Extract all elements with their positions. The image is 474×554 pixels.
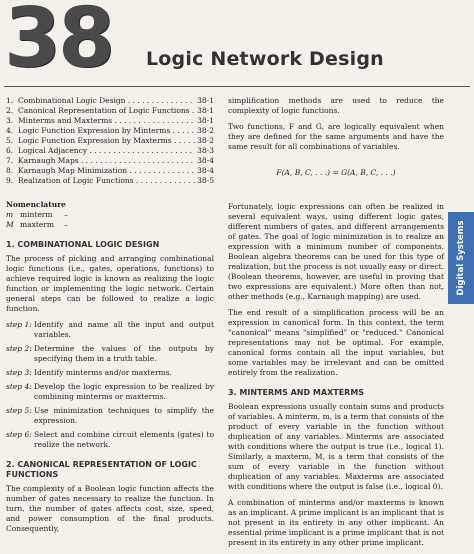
toc-item: 1. Combinational Logic Design . . . 38-1 [6, 96, 214, 106]
section-2-heading: 2. CANONICAL REPRESENTATION OF LOGIC FUNCTIONS [6, 460, 197, 479]
toc-item: 5. Logic Function Expression by Maxterms . . . 38-2 [6, 136, 214, 146]
step-item: step 2: Determine the values of the outputs by specifying them in a truth table. [6, 344, 214, 363]
section-3-heading: 3. MINTERMS AND MAXTERMS [228, 388, 365, 397]
equation: F(A, B, C, . . .) = G(A, B, C, . . .) [276, 168, 396, 177]
toc-item: 7. Karnaugh Maps . . . 38-4 [6, 156, 214, 166]
paragraph: Boolean expressions usually contain sums and products of variables. A minterm, m, is a term that consists of the product of every variable in the function without duplication of any variables. Minterms are associated with conditions where the output is true (i.e., logical 1). Similarly, a maxterm, M, is a term that consists of the sum of every variable in the function without duplication of any variables. Maxterms are associated with conditions where the output is false (i.e., logical 0). [228, 402, 444, 491]
section-1-paragraph: The process of picking and arranging combinational logic functions (i.e., gates, operations, functions) to achieve required logic is known as realizing the logic function or implementing the logic network. Certain general steps can be followed to realize a logic function. [6, 254, 214, 313]
nomenclature-row: M maxterm – [6, 220, 68, 229]
section-tab [448, 212, 474, 304]
toc-item: 2. Canonical Representation of Logic Functions . . . 38-1 [6, 106, 214, 116]
step-item: step 3: Identify minterms and/or maxterms. [6, 368, 172, 377]
section-tab-label: Digital Systems [456, 220, 466, 296]
chapter-number: 38 [4, 0, 113, 86]
step-item: step 4: Develop the logic expression to be realized by combining minterms or maxterms. [6, 382, 214, 401]
paragraph: Fortunately, logic expressions can often be realized in several equivalent ways, using different logic gates, different numbers of gates, and different arrangements of gates. The goal of logic minimization is to realize an expression with a minimum number of components. Boolean algebra theorems can be used for this type of realization, but the process is not usually easy or direct. (Boolean theorems, however, are useful in proving that two expressions are equivalent.) More often than not, other methods (e.g., Karnaugh mapping) are used. [228, 202, 444, 301]
left-column [6, 96, 214, 540]
paragraph: simplification methods are used to reduce the complexity of logic functions. [228, 96, 444, 115]
nomenclature-heading: Nomenclature [6, 200, 66, 209]
toc-item: 8. Karnaugh Map Minimization . . . 38-4 [6, 166, 214, 176]
title-rule [4, 86, 470, 87]
table-of-contents [6, 96, 214, 186]
chapter-title: Logic Network Design [146, 48, 384, 70]
step-item: step 6: Select and combine circuit elements (gates) to realize the network. [6, 430, 214, 449]
steps-list [6, 320, 214, 450]
toc-item: 4. Logic Function Expression by Minterms . . . 38-2 [6, 126, 214, 136]
toc-item: 9. Realization of Logic Functions . . . 38-5 [6, 176, 214, 186]
step-item: step 5: Use minimization techniques to simplify the expression. [6, 406, 214, 425]
toc-item: 3. Minterms and Maxterms . . . 38-1 [6, 116, 214, 126]
section-2-paragraph: The complexity of a Boolean logic function affects the number of gates necessary to realize the function. In turn, the number of gates affects cost, size, speed, and power consumption of the final products. Consequently, [6, 484, 214, 533]
paragraph: A combination of minterms and/or maxterms is known as an implicant. A prime implicant is an implicant that is not present in its entirety in any other implicant. An essential prime implicant is a prime implicant that is not present in its entirety in any other prime implicant. [228, 498, 444, 547]
paragraph: Two functions, F and G, are logically equivalent when they are defined for the same arguments and have the same result for all combinations of variables. [228, 122, 444, 151]
section-1-heading: 1. COMBINATIONAL LOGIC DESIGN [6, 240, 160, 249]
step-item: step 1: Identify and name all the input and output variables. [6, 320, 214, 339]
nomenclature-row: m minterm – [6, 210, 68, 219]
right-column [228, 96, 444, 554]
toc-item: 6. Logical Adjacency . . . 38-3 [6, 146, 214, 156]
paragraph: The end result of a simplification process will be an expression in canonical form. In this context, the term "canonical" means "simplified" or "reduced." Canonical representations may not be optimal. For example, canonical forms contain all the input variables, but some variables may be irrelevant and can be omitted entirely from the realization. [228, 308, 444, 377]
